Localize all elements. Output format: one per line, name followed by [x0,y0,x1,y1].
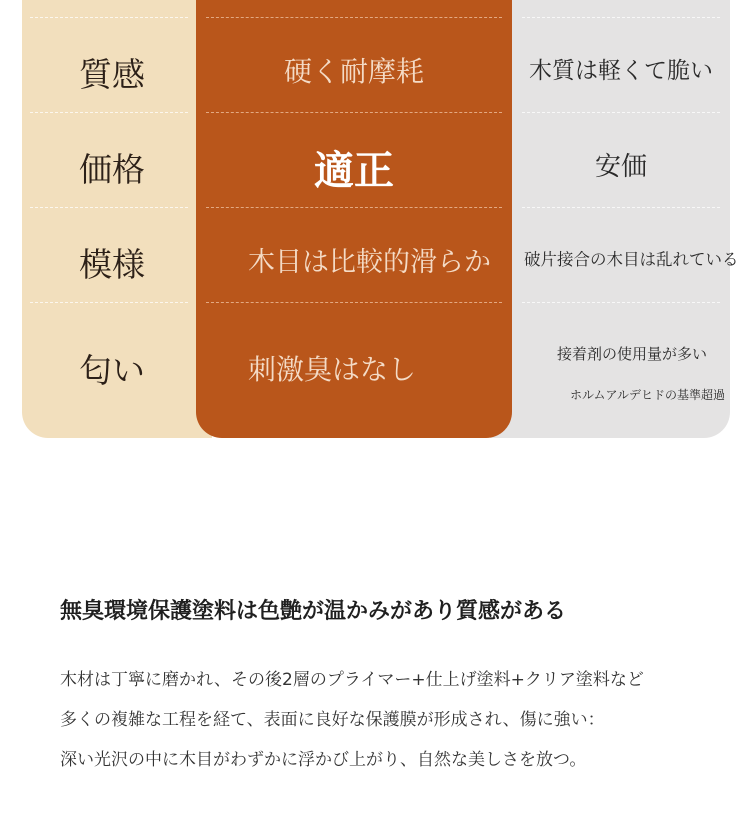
ours-texture: 硬く耐摩耗 [283,55,424,88]
row-label-pattern: 模様 [79,244,145,284]
description-line: 多くの複雑な工程を経て、表面に良好な保護膜が形成され、傷に強い： [60,710,605,730]
row-label-texture: 質感 [79,54,145,94]
row-label-smell: 匂い [79,350,145,390]
others-smell: 接着剤の使用量が多い [556,344,707,363]
description-line: 木材は丁寧に磨かれ、その後2層のプライマー+仕上げ塗料+クリア塗料など [60,670,644,690]
section-title: 無臭環境保護塗料は色艶が温かみがあり質感がある [60,599,567,624]
divider [206,302,502,303]
divider [522,17,720,18]
divider [522,302,720,303]
others-texture: 木質は軽くて脆い [529,57,713,84]
divider [522,112,720,113]
divider [30,207,188,208]
ours-smell: 刺激臭はなし [248,353,417,386]
row-label-price: 価格 [79,149,145,189]
divider [30,112,188,113]
divider [30,17,188,18]
divider [206,207,502,208]
others-pattern: 破片接合の木目は乱れている [524,250,739,269]
others-price: 安価 [594,151,647,182]
ours-price: 適正 [314,147,394,194]
ours-pattern: 木目は比較的滑らか [248,246,491,278]
divider [206,17,502,18]
others-smell-note: ホルムアルデヒドの基準超過 [570,387,726,402]
description-line: 深い光沢の中に木目がわずかに浮かび上がり、自然な美しさを放つ。 [60,750,587,770]
divider [30,302,188,303]
divider [522,207,720,208]
divider [206,112,502,113]
